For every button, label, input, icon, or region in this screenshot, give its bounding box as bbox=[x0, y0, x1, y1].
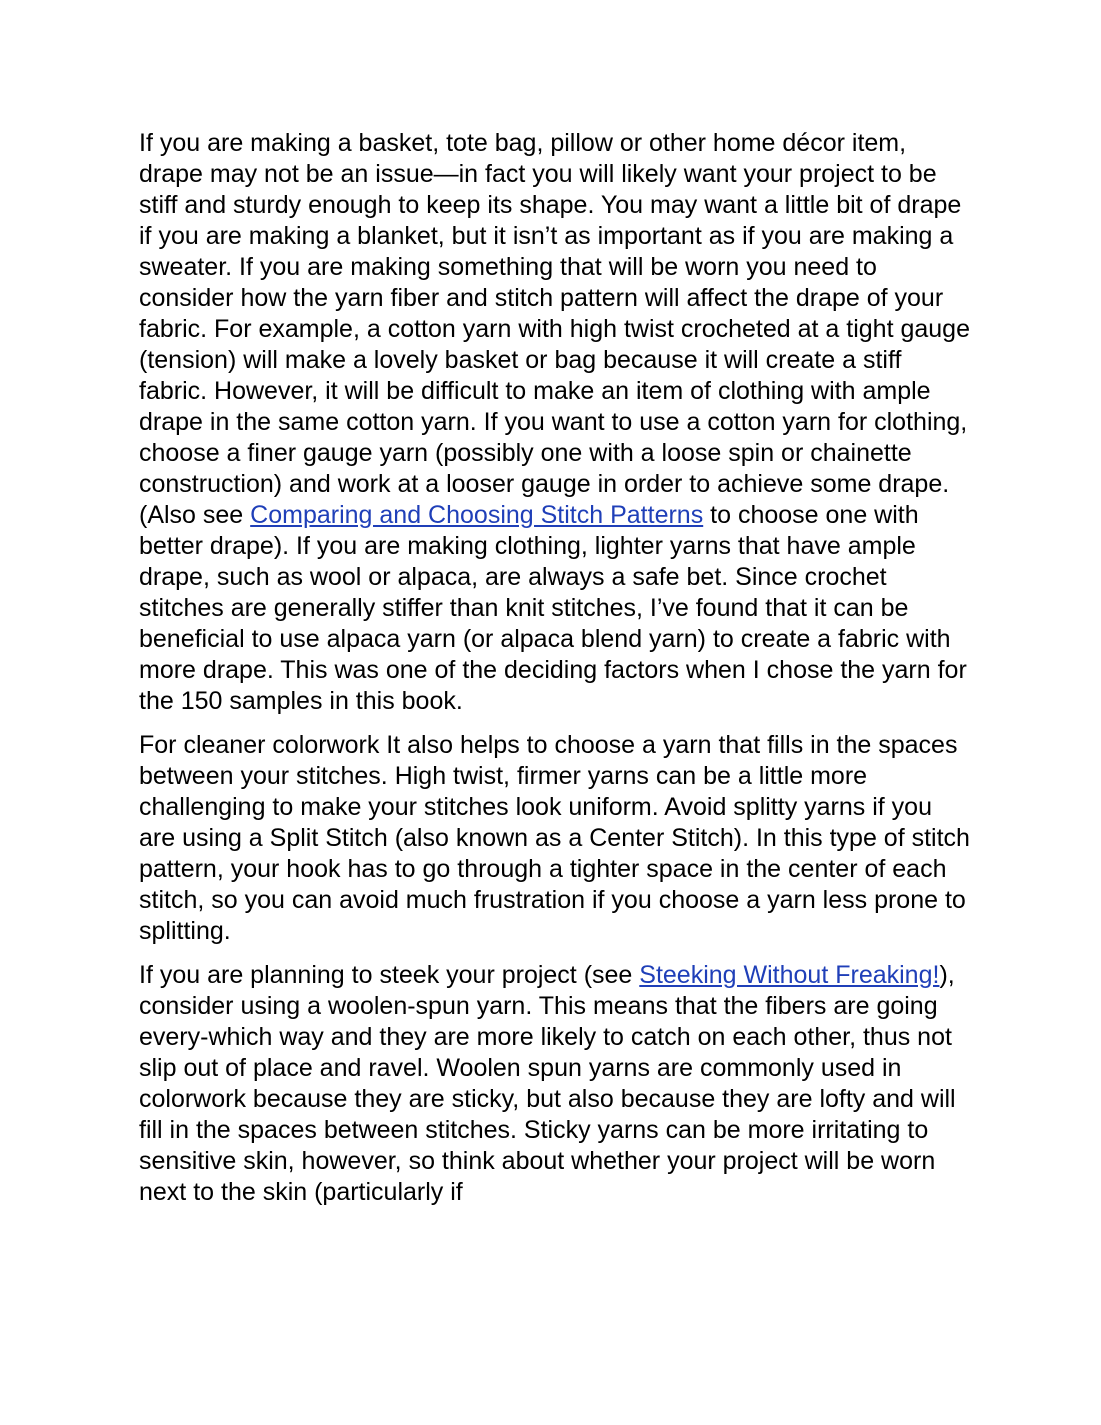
body-text bbox=[139, 128, 974, 1221]
paragraph-steeking bbox=[139, 960, 974, 1208]
link-comparing-and-choosing-stitch-patterns[interactable]: Comparing and Choosing Stitch Patterns bbox=[250, 501, 704, 529]
link-steeking-without-freaking[interactable]: Steeking Without Freaking! bbox=[639, 961, 940, 989]
paragraph-text: ), consider using a woolen-spun yarn. This means that the fibers are going every-which way and they are more likely to catch on each other, thus not slip out of place and ravel. Woolen spun yarns are commonly used in colorwork because they are sticky, but also because they are lofty and will fill in the spaces between stitches. Sticky yarns can be more irritating to sensitive skin, however, so think about whether your project will be worn next to the skin (particularly if bbox=[139, 961, 956, 1206]
paragraph-text: For cleaner colorwork It also helps to choose a yarn that fills in the spaces between your stitches. High twist, firmer yarns can be a little more challenging to make your stitches look uniform. Avoid splitty yarns if you are using a Split Stitch (also known as a Center Stitch). In this type of stitch pattern, your hook has to go through a tighter space in the center of each stitch, so you can avoid much frustration if you choose a yarn less prone to splitting. bbox=[139, 731, 970, 945]
paragraph-text: to choose one with better drape). If you are making clothing, lighter yarns that have ample drape, such as wool or alpaca, are always a safe bet. Since crochet stitches are generally stiffer than knit stitches, I’ve found that it can be beneficial to use alpaca yarn (or alpaca blend yarn) to create a fabric with more drape. This was one of the deciding factors when I chose the yarn for the 150 samples in this book. bbox=[139, 501, 967, 715]
paragraph-text: If you are planning to steek your project (see bbox=[139, 961, 640, 989]
paragraph-colorwork bbox=[139, 730, 974, 947]
paragraph-text: If you are making a basket, tote bag, pillow or other home décor item, drape may not be an issue—in fact you will likely want your project to be stiff and sturdy enough to keep its shape. You may want a little bit of drape if you are making a blanket, but it isn’t as important as if you are making a sweater. If you are making something that will be worn you need to consider how the yarn fiber and stitch pattern will affect the drape of your fabric. For example, a cotton yarn with high twist crocheted at a tight gauge (tension) will make a lovely basket or bag because it will create a stiff fabric. However, it will be difficult to make an item of clothing with ample drape in the same cotton yarn. If you want to use a cotton yarn for clothing, choose a finer gauge yarn (possibly one with a loose spin or chainette construction) and work at a looser gauge in order to achieve some drape. (Also see bbox=[139, 129, 970, 529]
paragraph-drape bbox=[139, 128, 974, 717]
